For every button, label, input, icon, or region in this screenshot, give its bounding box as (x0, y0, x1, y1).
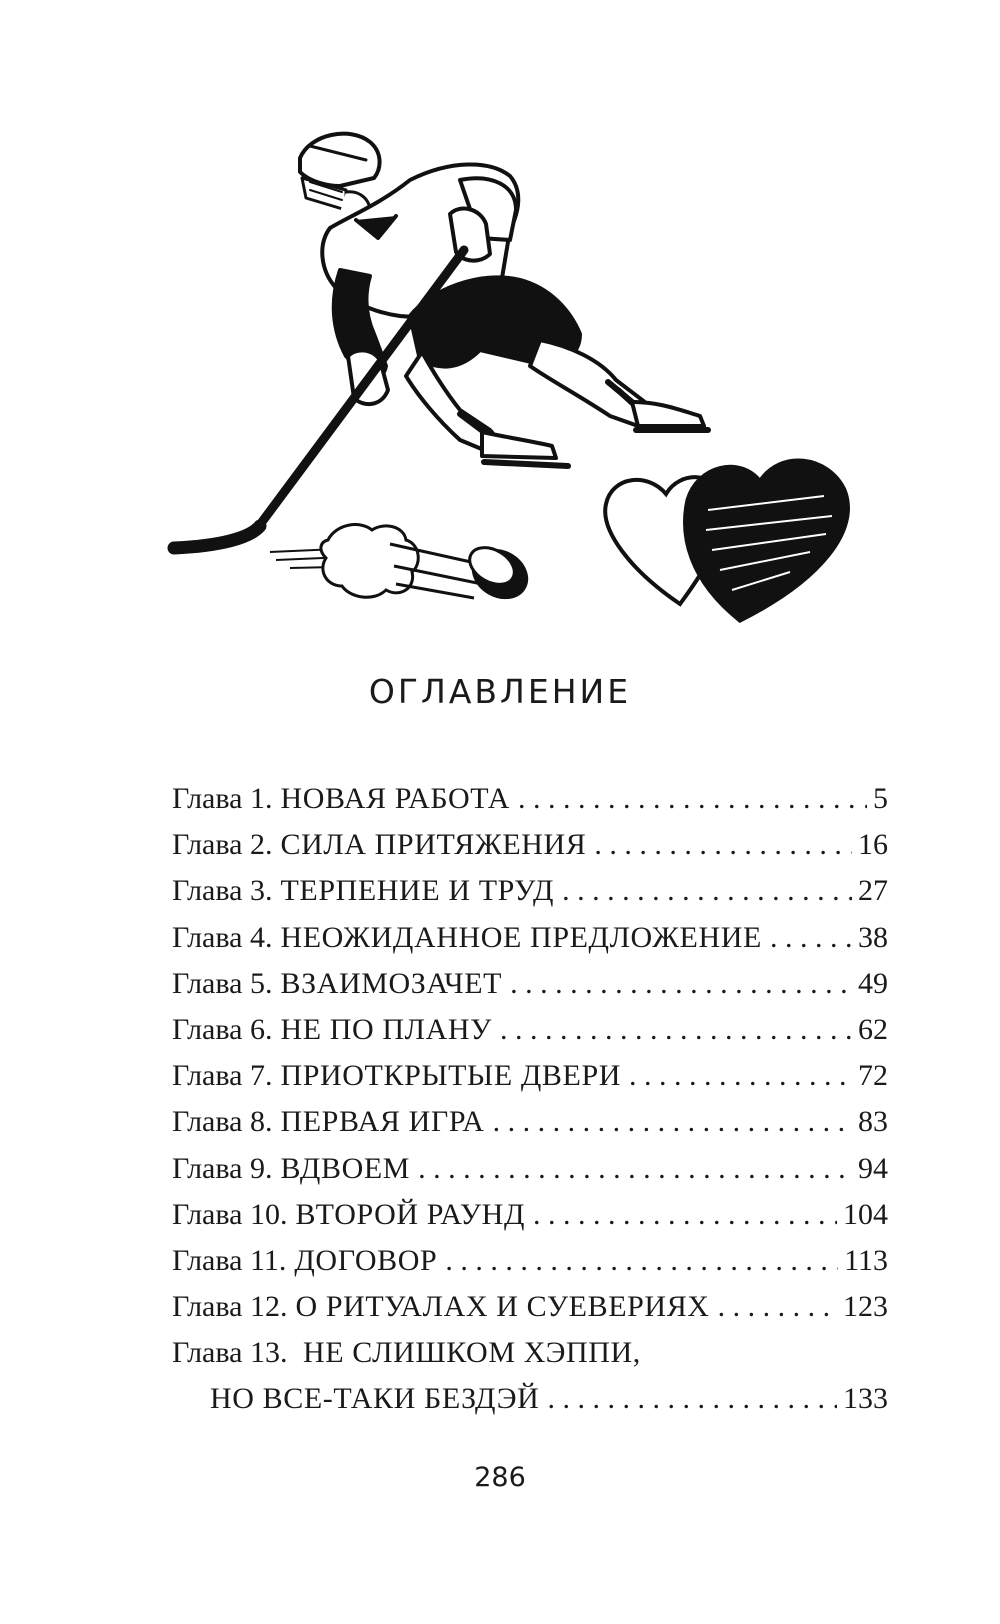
chapter-title: ВДВОЕМ (280, 1151, 411, 1185)
leader-dots (547, 1376, 837, 1422)
chapter-number: Глава 1. (172, 782, 273, 815)
toc-entry[interactable] (172, 776, 888, 822)
leader-dots (718, 1284, 837, 1330)
toc-entry[interactable] (172, 1330, 888, 1422)
chapter-title: НЕОЖИДАННОЕ ПРЕДЛОЖЕНИЕ (280, 920, 762, 954)
leader-dots (493, 1099, 852, 1145)
chapter-title: НЕ СЛИШКОМ ХЭППИ, (302, 1336, 641, 1370)
toc-entry[interactable] (172, 915, 888, 961)
toc-entry[interactable] (172, 1238, 888, 1284)
chapter-title: ВТОРОЙ РАУНД (295, 1197, 526, 1231)
chapter-page: 38 (858, 920, 888, 954)
chapter-number: Глава 3. (172, 874, 273, 908)
leader-dots (445, 1238, 838, 1284)
chapter-page: 133 (843, 1382, 888, 1416)
puck-icon (270, 525, 535, 608)
toc-entry[interactable] (172, 961, 888, 1007)
chapter-title: НОВАЯ РАБОТА (280, 782, 510, 815)
chapter-page: 94 (858, 1151, 888, 1185)
table-of-contents (172, 776, 888, 1423)
leader-dots (533, 1192, 837, 1238)
toc-entry[interactable] (172, 1099, 888, 1145)
chapter-page: 113 (844, 1243, 888, 1277)
chapter-title: ТЕРПЕНИЕ И ТРУД (280, 874, 555, 908)
toc-entry[interactable] (172, 822, 888, 868)
toc-entry[interactable] (172, 1007, 888, 1053)
toc-entry[interactable] (172, 1192, 888, 1238)
chapter-number: Глава 7. (172, 1059, 273, 1093)
chapter-page: 62 (858, 1012, 888, 1046)
leader-dots (629, 1053, 852, 1099)
leader-dots (518, 776, 867, 822)
chapter-number: Глава 8. (172, 1105, 273, 1139)
toc-entry[interactable] (172, 868, 888, 914)
hockey-player-icon (300, 134, 708, 466)
chapter-number: Глава 12. (172, 1290, 288, 1324)
chapter-title: ПЕРВАЯ ИГРА (280, 1105, 485, 1139)
hearts-icon (605, 461, 847, 620)
chapter-page: 123 (843, 1290, 888, 1324)
chapter-number: Глава 6. (172, 1012, 273, 1046)
chapter-number: Глава 5. (172, 966, 273, 1000)
chapter-title-continued: НО ВСЕ-ТАКИ БЕЗДЭЙ (210, 1382, 540, 1416)
chapter-page: 5 (873, 782, 888, 815)
chapter-title: ПРИОТКРЫТЫЕ ДВЕРИ (280, 1059, 621, 1093)
chapter-number: Глава 11. (172, 1243, 287, 1277)
leader-dots (562, 868, 852, 914)
chapter-title: ДОГОВОР (294, 1243, 438, 1277)
chapter-number: Глава 2. (172, 828, 273, 862)
chapter-page: 104 (843, 1197, 888, 1231)
chapter-number: Глава 9. (172, 1151, 273, 1185)
leader-dots (770, 915, 852, 961)
chapter-title: НЕ ПО ПЛАНУ (280, 1012, 492, 1046)
chapter-page: 72 (858, 1059, 888, 1093)
chapter-title: ВЗАИМОЗАЧЕТ (280, 966, 503, 1000)
chapter-number: Глава 4. (172, 920, 273, 954)
toc-entry[interactable] (172, 1146, 888, 1192)
chapter-page: 83 (858, 1105, 888, 1139)
page-number: 286 (474, 1462, 526, 1493)
chapter-page: 49 (858, 966, 888, 1000)
toc-entry[interactable] (172, 1053, 888, 1099)
leader-dots (510, 961, 852, 1007)
hockey-illustration (160, 120, 890, 640)
chapter-page: 16 (858, 828, 888, 862)
toc-title: ОГЛАВЛЕНИЕ (368, 672, 632, 711)
chapter-title: О РИТУАЛАХ И СУЕВЕРИЯХ (295, 1290, 710, 1324)
chapter-title: СИЛА ПРИТЯЖЕНИЯ (280, 828, 587, 862)
toc-entry[interactable] (172, 1284, 888, 1330)
chapter-number: Глава 10. (172, 1197, 288, 1231)
leader-dots (594, 822, 852, 868)
chapter-number: Глава 13. (172, 1336, 288, 1370)
leader-dots (500, 1007, 852, 1053)
leader-dots (418, 1146, 852, 1192)
chapter-page: 27 (858, 874, 888, 908)
